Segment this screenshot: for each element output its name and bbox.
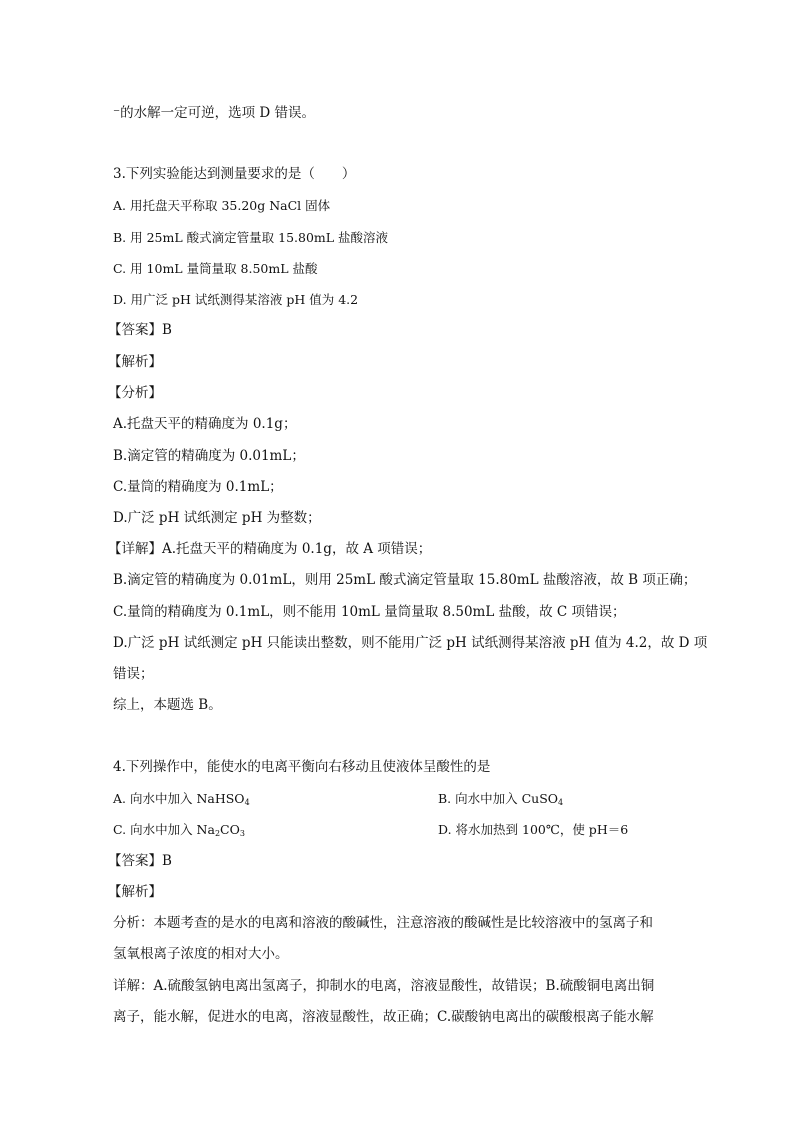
q4-option-a	[113, 789, 250, 813]
q3-fenxi-heading: 【分析】	[108, 385, 162, 401]
q4-answer: 【答案】B	[108, 853, 172, 869]
continuation-line: ⁻的水解一定可逆，选项 D 错误。	[113, 105, 316, 121]
q4-option-b-subscript: 4	[558, 798, 564, 807]
q3-option-c: C. 用 10mL 量筒量取 8.50mL 盐酸	[113, 261, 318, 276]
q4-option-c-mid: CO	[220, 822, 240, 837]
q3-detail-line: D.广泛 pH 试纸测定 pH 只能读出整数，则不能用广泛 pH 试纸测得某溶液 pH 值为 4.2，故 D 项	[113, 635, 708, 651]
q3-detail-line: 综上，本题选 B。	[113, 697, 222, 713]
q4-stem: 4.下列操作中，能使水的电离平衡向右移动且使液体呈酸性的是	[113, 759, 491, 775]
q4-option-c-subscript-1: 2	[214, 829, 221, 838]
q3-fenxi-line: D.广泛 pH 试纸测定 pH 为整数；	[113, 510, 321, 526]
q3-detail-line: 错误；	[113, 666, 154, 682]
q3-option-d: D. 用广泛 pH 试纸测得某溶液 pH 值为 4.2	[113, 292, 359, 307]
q3-detail-line: 【详解】A.托盘天平的精确度为 0.1g，故 A 项错误；	[108, 541, 432, 557]
q4-option-c-text: C. 向水中加入 Na	[113, 822, 215, 837]
q4-option-c-subscript-2: 3	[239, 829, 245, 838]
q4-option-c	[113, 820, 245, 844]
q3-option-b: B. 用 25mL 酸式滴定管量取 15.80mL 盐酸溶液	[113, 230, 389, 245]
q4-analysis-line: 氢氧根离子浓度的相对大小。	[113, 946, 289, 962]
q4-option-a-text: A. 向水中加入 NaHSO	[113, 791, 245, 806]
q4-option-d: D. 将水加热到 100℃，使 pH＝6	[438, 822, 629, 837]
q3-detail-line: B.滴定管的精确度为 0.01mL，则用 25mL 酸式滴定管量取 15.80mL 盐酸溶液，故 B 项正确；	[113, 572, 697, 588]
q3-detail-line: C.量筒的精确度为 0.1mL，则不能用 10mL 量筒量取 8.50mL 盐酸，故 C 项错误；	[113, 604, 626, 620]
q3-fenxi-line: B.滴定管的精确度为 0.01mL；	[113, 448, 305, 464]
q4-option-b	[438, 789, 563, 813]
q3-answer: 【答案】B	[108, 322, 172, 338]
q4-analysis-line: 详解：A.硫酸氢钠电离出氢离子，抑制水的电离，溶液显酸性，故错误；B.硫酸铜电离出铜	[113, 978, 655, 994]
q3-fenxi-line: A.托盘天平的精确度为 0.1g；	[113, 416, 297, 432]
q3-stem: 3.下列实验能达到测量要求的是（ ）	[113, 166, 356, 182]
q4-option-b-text: B. 向水中加入 CuSO	[438, 791, 559, 806]
q4-analysis-heading: 【解析】	[108, 884, 162, 900]
q3-fenxi-line: C.量筒的精确度为 0.1mL；	[113, 479, 283, 495]
q4-option-a-subscript: 4	[244, 798, 250, 807]
q3-analysis-heading: 【解析】	[108, 354, 162, 370]
q4-analysis-line: 分析：本题考查的是水的电离和溶液的酸碱性，注意溶液的酸碱性是比较溶液中的氢离子和	[113, 915, 653, 931]
q4-analysis-line: 离子，能水解，促进水的电离，溶液显酸性，故正确；C.碳酸钠电离出的碳酸根离子能水解	[113, 1009, 654, 1025]
q3-option-a: A. 用托盘天平称取 35.20g NaCl 固体	[113, 198, 331, 213]
